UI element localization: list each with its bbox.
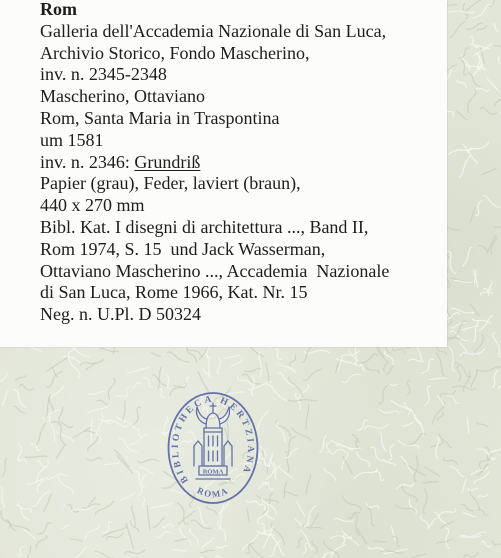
paper-fiber bbox=[292, 428, 311, 440]
paper-fiber bbox=[436, 438, 439, 460]
paper-fiber bbox=[36, 536, 47, 548]
paper-fiber bbox=[405, 554, 426, 558]
paper-fiber bbox=[254, 411, 269, 432]
paper-fiber bbox=[459, 156, 470, 178]
paper-fiber bbox=[225, 355, 240, 358]
sheet-subject: Grundriß bbox=[134, 151, 201, 172]
paper-fiber bbox=[56, 446, 64, 459]
paper-fiber bbox=[222, 451, 233, 463]
paper-fiber bbox=[247, 346, 264, 357]
paper-fiber bbox=[230, 360, 242, 368]
paper-fiber bbox=[468, 488, 478, 490]
paper-fiber bbox=[462, 532, 486, 537]
paper-fiber bbox=[247, 509, 250, 521]
paper-fiber bbox=[384, 361, 388, 372]
paper-fiber bbox=[461, 504, 473, 511]
paper-fiber bbox=[136, 472, 145, 487]
paper-fiber bbox=[374, 541, 387, 542]
paper-fiber bbox=[3, 459, 7, 477]
paper-fiber bbox=[475, 334, 483, 356]
paper-fiber bbox=[267, 385, 287, 401]
paper-fiber bbox=[163, 471, 177, 480]
city-heading: Rom bbox=[40, 0, 77, 19]
paper-fiber bbox=[297, 501, 306, 516]
stamp-city-label: ROMA bbox=[195, 485, 231, 500]
paper-fiber bbox=[342, 374, 360, 382]
paper-fiber bbox=[482, 541, 491, 547]
paper-fiber bbox=[303, 543, 307, 553]
paper-fiber bbox=[47, 358, 67, 371]
paper-fiber bbox=[123, 398, 127, 420]
sheet-inventory-number: inv. n. 2346: bbox=[40, 151, 135, 172]
paper-fiber bbox=[14, 406, 25, 413]
paper-fiber bbox=[447, 395, 459, 403]
paper-fiber bbox=[121, 493, 135, 501]
paper-fiber bbox=[470, 491, 479, 510]
paper-fiber bbox=[2, 391, 8, 406]
paper-fiber bbox=[358, 354, 377, 363]
paper-fiber bbox=[1, 487, 5, 507]
paper-fiber bbox=[356, 450, 369, 467]
paper-fiber bbox=[96, 553, 112, 558]
paper-fiber bbox=[481, 107, 497, 114]
paper-fiber bbox=[428, 519, 435, 529]
paper-fiber bbox=[477, 449, 496, 459]
paper-fiber bbox=[306, 474, 310, 494]
paper-fiber bbox=[332, 553, 335, 558]
paper-fiber bbox=[409, 359, 422, 361]
paper-fiber bbox=[174, 539, 187, 542]
paper-fiber bbox=[225, 428, 231, 448]
paper-fiber bbox=[37, 523, 51, 534]
paper-fiber bbox=[104, 463, 119, 465]
paper-fiber bbox=[304, 505, 315, 526]
paper-fiber bbox=[451, 331, 468, 341]
paper-fiber bbox=[119, 438, 137, 452]
paper-fiber bbox=[450, 467, 464, 477]
paper-fiber bbox=[245, 368, 261, 371]
paper-fiber bbox=[463, 145, 477, 163]
paper-fiber bbox=[366, 506, 374, 526]
paper-fiber bbox=[365, 366, 379, 374]
paper-fiber bbox=[202, 538, 214, 549]
paper-fiber bbox=[91, 418, 92, 443]
paper-fiber bbox=[158, 367, 161, 389]
paper-fiber bbox=[151, 353, 161, 356]
artist-name: Mascherino, Ottaviano bbox=[40, 86, 205, 107]
paper-fiber bbox=[374, 472, 384, 481]
sheet-inventory-line bbox=[40, 152, 389, 174]
paper-fiber bbox=[493, 371, 498, 387]
paper-fiber bbox=[494, 94, 501, 107]
negative-number: Neg. n. U.Pl. D 50324 bbox=[40, 304, 201, 325]
paper-fiber bbox=[297, 538, 302, 548]
paper-fiber bbox=[324, 468, 335, 480]
paper-fiber bbox=[295, 518, 302, 526]
paper-fiber bbox=[172, 550, 186, 551]
paper-fiber bbox=[217, 358, 220, 374]
paper-fiber bbox=[159, 388, 164, 397]
paper-fiber bbox=[300, 530, 313, 549]
paper-fiber bbox=[447, 251, 455, 274]
paper-fiber bbox=[147, 505, 149, 530]
paper-fiber bbox=[420, 516, 428, 529]
paper-fiber bbox=[259, 352, 261, 377]
paper-fiber bbox=[243, 449, 252, 459]
paper-fiber bbox=[207, 506, 217, 514]
paper-fiber bbox=[482, 169, 496, 175]
paper-fiber bbox=[466, 0, 485, 11]
paper-fiber bbox=[283, 492, 297, 496]
paper-fiber bbox=[187, 347, 202, 357]
paper-fiber bbox=[151, 503, 172, 509]
paper-fiber bbox=[58, 477, 73, 493]
paper-fiber bbox=[451, 323, 466, 328]
paper-fiber bbox=[288, 400, 302, 401]
paper-fiber bbox=[392, 401, 412, 412]
technique-line: Papier (grau), Feder, laviert (braun), bbox=[40, 173, 301, 194]
paper-fiber bbox=[88, 391, 105, 394]
paper-fiber bbox=[162, 430, 172, 434]
paper-fiber bbox=[449, 11, 474, 12]
date-line: um 1581 bbox=[40, 129, 104, 150]
paper-fiber bbox=[470, 304, 480, 315]
paper-fiber bbox=[243, 532, 259, 550]
paper-fiber bbox=[144, 377, 153, 387]
paper-fiber bbox=[443, 440, 452, 448]
paper-fiber bbox=[407, 381, 410, 395]
paper-fiber bbox=[87, 458, 101, 461]
bibliography-line: Rom 1974, S. 15 und Jack Wasserman, bbox=[40, 238, 326, 259]
paper-fiber bbox=[279, 467, 292, 479]
paper-fiber bbox=[401, 456, 413, 473]
paper-fiber bbox=[446, 227, 460, 230]
paper-fiber bbox=[127, 524, 134, 549]
paper-fiber bbox=[398, 440, 419, 449]
paper-fiber bbox=[417, 346, 424, 362]
paper-fiber bbox=[130, 521, 138, 532]
paper-fiber bbox=[403, 423, 413, 426]
paper-fiber bbox=[490, 0, 496, 7]
paper-fiber bbox=[365, 424, 388, 429]
paper-fiber bbox=[16, 505, 29, 520]
dimensions-line: 440 x 270 mm bbox=[40, 195, 145, 216]
paper-fiber bbox=[437, 347, 447, 355]
paper-fiber bbox=[436, 353, 444, 376]
paper-fiber bbox=[70, 539, 82, 542]
paper-fiber bbox=[162, 481, 181, 488]
paper-fiber bbox=[18, 458, 26, 464]
paper-fiber bbox=[462, 479, 466, 493]
paper-fiber bbox=[278, 373, 295, 386]
paper-fiber bbox=[256, 496, 278, 504]
paper-fiber bbox=[425, 386, 431, 406]
paper-fiber bbox=[477, 26, 486, 31]
paper-fiber bbox=[449, 347, 455, 372]
paper-fiber bbox=[49, 417, 54, 441]
paper-fiber bbox=[228, 469, 237, 473]
paper-fiber bbox=[116, 396, 127, 397]
paper-fiber bbox=[422, 359, 433, 373]
paper-fiber bbox=[247, 500, 260, 506]
paper-fiber bbox=[379, 432, 387, 451]
paper-fiber bbox=[211, 440, 218, 451]
paper-fiber bbox=[494, 46, 501, 54]
paper-fiber bbox=[478, 494, 488, 498]
paper-fiber bbox=[42, 410, 59, 419]
paper-fiber bbox=[174, 424, 178, 448]
bibliography-line: Ottaviano Mascherino ..., Accademia Nazionale bbox=[40, 260, 390, 281]
paper-fiber bbox=[190, 492, 195, 508]
paper-fiber bbox=[459, 48, 468, 58]
paper-fiber bbox=[457, 366, 461, 381]
paper-fiber bbox=[471, 371, 477, 388]
paper-fiber bbox=[142, 497, 144, 507]
paper-fiber bbox=[1, 511, 11, 527]
paper-fiber bbox=[97, 400, 108, 405]
paper-fiber bbox=[349, 512, 359, 519]
paper-fiber bbox=[463, 247, 472, 266]
paper-fiber bbox=[425, 467, 440, 476]
paper-fiber bbox=[444, 458, 458, 464]
paper-fiber bbox=[289, 355, 295, 365]
paper-fiber bbox=[389, 444, 394, 460]
paper-fiber bbox=[107, 533, 123, 540]
paper-fiber bbox=[438, 508, 456, 517]
collection-line: Galleria dell'Accademia Nazionale di San Luca, bbox=[40, 20, 387, 41]
paper-fiber bbox=[343, 457, 352, 474]
paper-fiber bbox=[391, 526, 395, 541]
paper-fiber bbox=[25, 456, 47, 457]
paper-fiber bbox=[342, 534, 345, 544]
paper-fiber bbox=[462, 60, 466, 75]
paper-fiber bbox=[386, 367, 393, 375]
building-location: Rom, Santa Maria in Traspontina bbox=[40, 107, 280, 128]
paper-fiber bbox=[125, 550, 145, 554]
paper-fiber bbox=[379, 384, 389, 404]
paper-fiber bbox=[95, 501, 114, 514]
paper-fiber bbox=[81, 359, 104, 365]
paper-fiber bbox=[215, 388, 231, 402]
paper-fiber bbox=[494, 227, 501, 236]
bibliography-line: Bibl. Kat. I disegni di architettura ..., Band II, bbox=[40, 216, 369, 237]
paper-fiber bbox=[198, 372, 209, 395]
paper-fiber bbox=[115, 450, 130, 467]
paper-fiber bbox=[312, 552, 328, 558]
paper-fiber bbox=[51, 386, 64, 399]
paper-fiber bbox=[303, 369, 321, 380]
collection-line: Archivio Storico, Fondo Mascherino, bbox=[40, 42, 310, 63]
paper-fiber bbox=[429, 378, 446, 379]
paper-fiber bbox=[124, 387, 129, 400]
paper-fiber bbox=[478, 510, 488, 516]
paper-fiber bbox=[460, 342, 467, 352]
paper-fiber bbox=[396, 483, 413, 489]
paper-fiber bbox=[439, 434, 444, 443]
paper-fiber bbox=[117, 455, 133, 473]
paper-fiber bbox=[200, 550, 214, 552]
paper-fiber bbox=[275, 349, 282, 359]
paper-fiber bbox=[330, 449, 345, 453]
paper-fiber bbox=[380, 410, 399, 414]
paper-fiber bbox=[250, 544, 266, 558]
paper-fiber bbox=[204, 407, 214, 416]
paper-fiber bbox=[138, 459, 159, 462]
paper-fiber bbox=[167, 352, 189, 362]
paper-fiber bbox=[73, 427, 92, 438]
catalog-entry bbox=[40, 0, 389, 326]
paper-fiber bbox=[476, 88, 489, 91]
paper-fiber bbox=[51, 422, 73, 428]
paper-fiber bbox=[354, 469, 377, 479]
paper-fiber bbox=[18, 444, 22, 461]
paper-fiber bbox=[137, 429, 143, 437]
paper-fiber bbox=[474, 472, 489, 484]
paper-fiber bbox=[26, 546, 30, 558]
paper-fiber bbox=[100, 348, 118, 351]
paper-fiber bbox=[103, 522, 112, 533]
paper-fiber bbox=[262, 482, 273, 489]
paper-fiber bbox=[203, 368, 208, 376]
paper-fiber bbox=[130, 435, 148, 445]
paper-fiber bbox=[312, 541, 318, 553]
paper-fiber bbox=[44, 495, 52, 512]
paper-fiber bbox=[170, 383, 187, 396]
paper-fiber bbox=[0, 373, 7, 385]
paper-fiber bbox=[266, 362, 269, 382]
paper-fiber bbox=[139, 467, 154, 473]
paper-fiber bbox=[277, 363, 295, 372]
paper-fiber bbox=[98, 413, 102, 431]
paper-fiber bbox=[451, 308, 474, 312]
paper-fiber bbox=[437, 412, 443, 420]
paper-fiber bbox=[216, 413, 233, 420]
paper-fiber bbox=[326, 442, 329, 452]
paper-fiber bbox=[492, 541, 501, 547]
paper-fiber bbox=[219, 501, 229, 514]
paper-fiber bbox=[464, 552, 478, 558]
paper-fiber bbox=[483, 195, 499, 207]
paper-fiber bbox=[450, 21, 465, 37]
paper-fiber bbox=[476, 201, 482, 216]
paper-fiber bbox=[320, 436, 327, 453]
paper-fiber bbox=[467, 23, 483, 29]
stamp-ring-label: BIBLIOTHECA HERTZIANA bbox=[170, 394, 256, 485]
bibliography-line: di San Luca, Rome 1966, Kat. Nr. 15 bbox=[40, 282, 308, 303]
paper-fiber bbox=[479, 246, 489, 251]
paper-fiber bbox=[127, 367, 148, 373]
collection-inventory: inv. n. 2345-2348 bbox=[40, 64, 167, 85]
paper-fiber bbox=[355, 514, 360, 536]
paper-fiber bbox=[283, 481, 287, 498]
paper-fiber bbox=[88, 436, 99, 451]
paper-fiber bbox=[46, 474, 67, 479]
paper-fiber bbox=[392, 536, 400, 546]
paper-fiber bbox=[87, 406, 108, 412]
paper-fiber bbox=[72, 507, 93, 512]
paper-fiber bbox=[342, 496, 360, 510]
paper-fiber bbox=[457, 80, 466, 88]
paper-fiber bbox=[242, 463, 261, 464]
paper-fiber bbox=[437, 539, 452, 544]
paper-fiber bbox=[393, 348, 406, 353]
paper-fiber bbox=[468, 142, 489, 152]
paper-fiber bbox=[171, 490, 187, 494]
paper-fiber bbox=[16, 375, 26, 380]
paper-fiber bbox=[329, 545, 345, 554]
paper-fiber bbox=[133, 407, 141, 424]
paper-fiber bbox=[468, 90, 476, 113]
paper-fiber bbox=[371, 447, 383, 461]
paper-fiber bbox=[156, 532, 172, 538]
paper-fiber bbox=[56, 431, 73, 441]
paper-fiber bbox=[423, 489, 427, 514]
paper-fiber bbox=[105, 420, 128, 426]
paper-fiber bbox=[493, 24, 499, 32]
paper-fiber bbox=[108, 379, 115, 399]
paper-fiber bbox=[132, 383, 142, 388]
paper-fiber bbox=[20, 384, 34, 390]
paper-fiber bbox=[217, 546, 228, 548]
paper-fiber bbox=[473, 4, 491, 17]
paper-fiber bbox=[473, 320, 479, 342]
paper-fiber bbox=[457, 112, 468, 121]
paper-fiber bbox=[203, 478, 214, 493]
paper-fiber bbox=[85, 431, 95, 433]
paper-fiber bbox=[463, 513, 475, 517]
paper-fiber bbox=[181, 440, 191, 445]
paper-fiber bbox=[75, 547, 87, 558]
paper-fiber bbox=[14, 390, 26, 408]
paper-fiber bbox=[470, 208, 475, 222]
paper-fiber bbox=[61, 525, 70, 529]
paper-fiber bbox=[311, 514, 318, 527]
paper-fiber bbox=[192, 520, 212, 529]
paper-fiber bbox=[493, 332, 500, 355]
paper-fiber bbox=[358, 529, 367, 543]
paper-fiber bbox=[477, 423, 488, 427]
paper-fiber bbox=[132, 506, 136, 527]
paper-fiber bbox=[467, 417, 469, 433]
paper-fiber bbox=[446, 528, 449, 548]
paper-fiber bbox=[49, 398, 54, 412]
paper-fiber bbox=[306, 404, 309, 429]
paper-fiber bbox=[163, 524, 174, 528]
paper-fiber bbox=[178, 511, 195, 524]
paper-fiber bbox=[67, 504, 78, 512]
paper-fiber bbox=[385, 351, 394, 364]
emblem-label: ROMA bbox=[202, 468, 224, 476]
paper-fiber bbox=[32, 491, 51, 507]
paper-fiber bbox=[38, 461, 46, 467]
paper-fiber bbox=[179, 528, 190, 544]
paper-fiber bbox=[52, 368, 58, 377]
paper-fiber bbox=[423, 482, 439, 483]
paper-fiber bbox=[460, 349, 484, 356]
paper-fiber bbox=[18, 547, 24, 556]
paper-fiber bbox=[36, 423, 45, 445]
paper-fiber bbox=[408, 434, 426, 445]
paper-fiber bbox=[414, 456, 418, 481]
paper-fiber bbox=[0, 461, 1, 467]
paper-fiber bbox=[269, 454, 272, 467]
paper-fiber bbox=[219, 505, 224, 530]
paper-fiber bbox=[218, 521, 226, 541]
paper-fiber bbox=[85, 525, 98, 538]
